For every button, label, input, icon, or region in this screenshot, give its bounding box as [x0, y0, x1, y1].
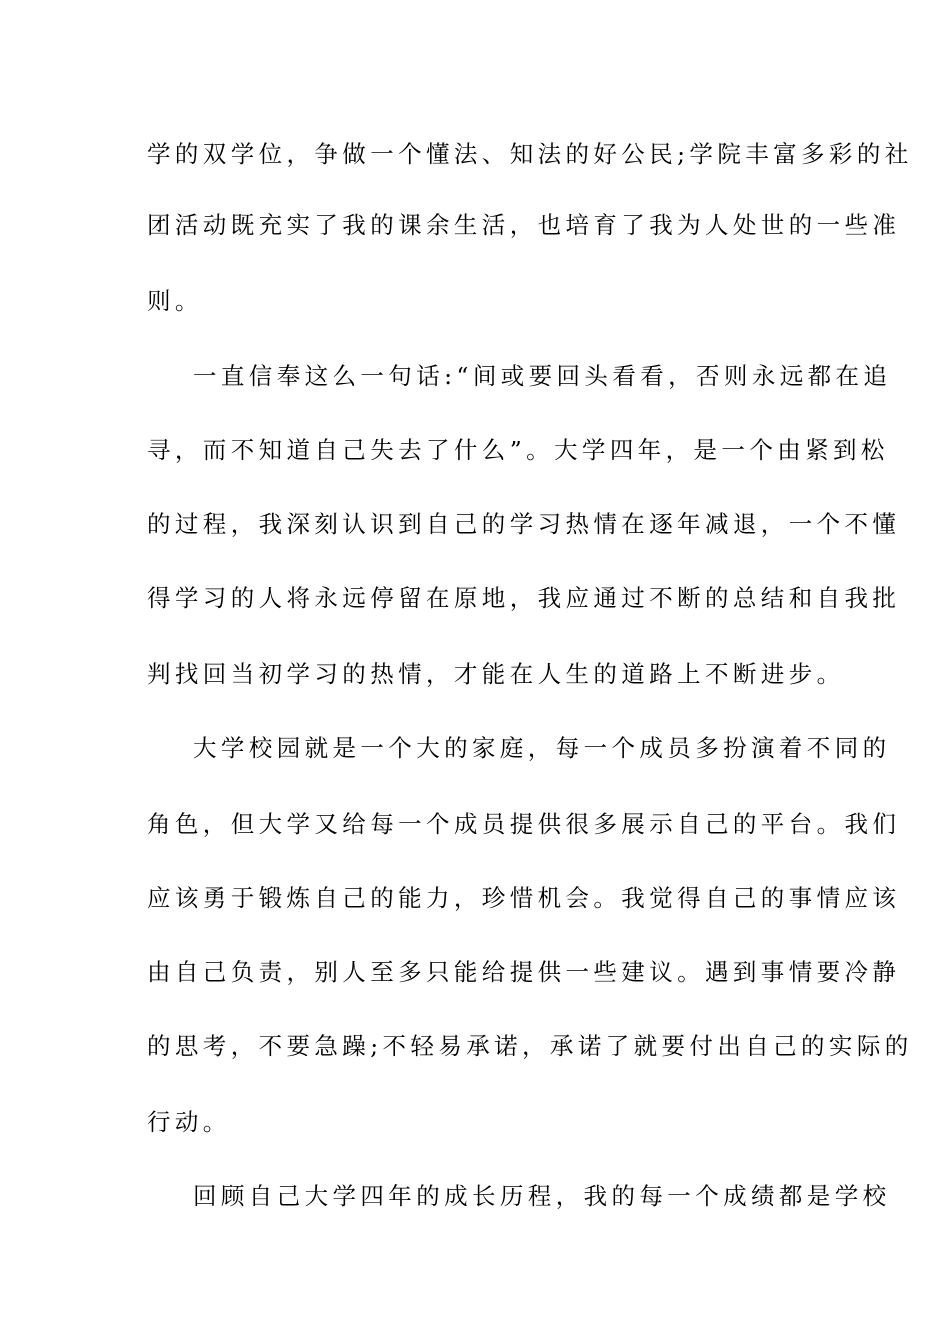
text-line: 应该勇于锻炼自己的能力，珍惜机会。我觉得自己的事情应该 [147, 884, 901, 912]
text-line: 则。 [147, 287, 203, 315]
text-line: 角色，但大学又给每一个成员提供很多展示自己的平台。我们 [147, 810, 901, 838]
text-line: 得学习的人将永远停留在原地，我应通过不断的总结和自我批 [147, 584, 901, 612]
text-line: 团活动既充实了我的课余生活，也培育了我为人处世的一些准 [147, 211, 901, 239]
text-line: 寻，而不知道自己失去了什么”。大学四年，是一个由紧到松 [147, 436, 889, 464]
paragraph-first-line: 一直信奉这么一句话:“间或要回头看看，否则永远都在追 [193, 362, 892, 390]
text-line: 行动。 [147, 1108, 231, 1136]
text-line: 学的双学位，争做一个懂法、知法的好公民;学院丰富多彩的社 [147, 140, 913, 168]
text-line: 的思考，不要急躁;不轻易承诺，承诺了就要付出自己的实际的 [147, 1032, 913, 1060]
text-line: 的过程，我深刻认识到自己的学习热情在逐年减退，一个不懂 [147, 510, 901, 538]
paragraph-first-line: 大学校园就是一个大的家庭，每一个成员多扮演着不同的 [193, 734, 891, 762]
text-line: 由自己负责，别人至多只能给提供一些建议。遇到事情要冷静 [147, 958, 901, 986]
text-line: 判找回当初学习的热情，才能在人生的道路上不断进步。 [147, 660, 845, 688]
paragraph-first-line: 回顾自己大学四年的成长历程，我的每一个成绩都是学校 [193, 1182, 891, 1210]
